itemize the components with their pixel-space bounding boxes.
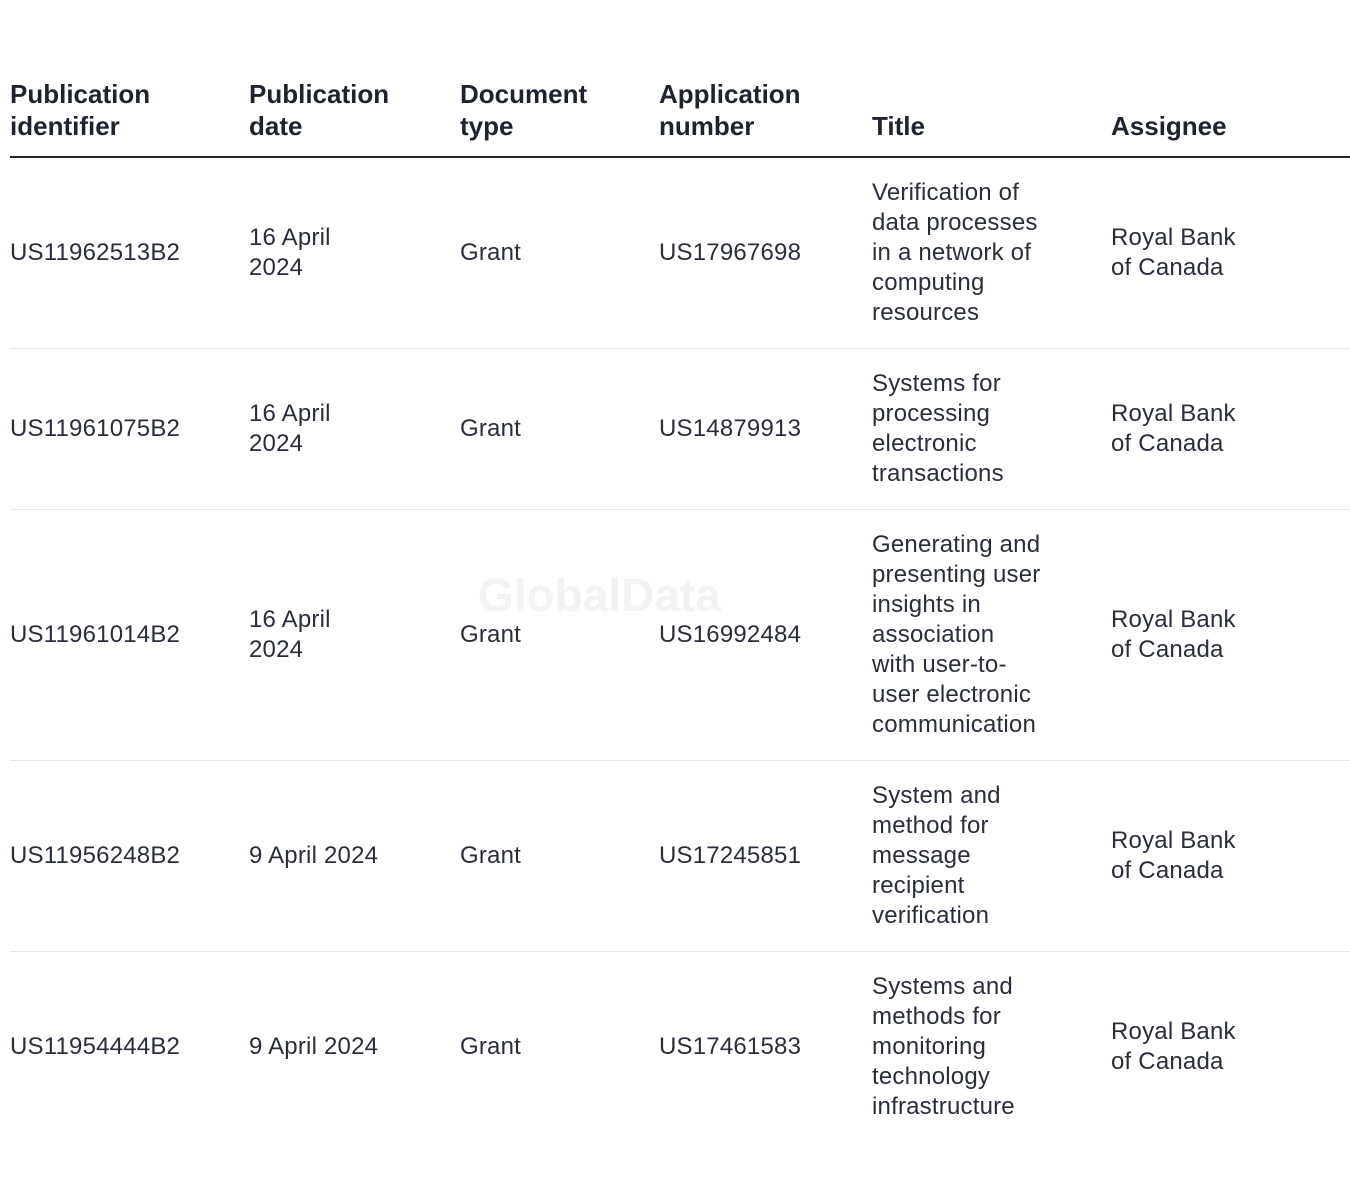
watermark-text: GlobalData <box>478 569 721 621</box>
cell-document-type: Grant <box>460 761 659 952</box>
table-row <box>10 157 1350 349</box>
cell-title: Generating and presenting user insights in association with user-to- user electronic communication <box>872 510 1111 761</box>
cell-assignee: Royal Bank of Canada <box>1111 157 1350 349</box>
cell-application-number: US17245851 <box>659 761 872 952</box>
cell-publication-identifier: US11954444B2 <box>10 1033 181 1060</box>
cell-title: Systems for processing electronic transactions <box>872 349 1111 510</box>
cell-publication-identifier: US11961075B2 <box>10 349 249 510</box>
cell-application-number: US17461583 <box>659 1033 802 1060</box>
cell-application-number: US14879913 <box>659 349 872 510</box>
cell-publication-date: 16 April 2024 <box>249 157 460 349</box>
cell-publication-identifier: US11961014B2 <box>10 510 249 761</box>
cell-publication-date: 16 April 2024 <box>249 349 460 510</box>
table-header <box>10 72 1350 157</box>
table-row <box>10 952 1350 1143</box>
cell-document-type: Grant <box>460 349 659 510</box>
cell-application-number: US17967698 <box>659 157 872 349</box>
cell-assignee: Royal Bank of Canada <box>1111 1018 1236 1075</box>
table-row <box>10 761 1350 952</box>
table-row <box>10 510 1350 761</box>
table-body <box>10 157 1350 1142</box>
cell-title: Systems and methods for monitoring technology infrastructure <box>872 973 1015 1120</box>
header-row <box>10 72 1350 157</box>
patent-table-viewport[interactable] <box>10 72 1236 1142</box>
header-assignee: Assignee <box>1111 72 1350 157</box>
cell-title: Verification of data processes in a network of computing resources <box>872 157 1111 349</box>
cell-publication-date: 16 April 2024 <box>249 510 460 761</box>
cell-document-type: Grant <box>460 1033 522 1060</box>
cell-publication-identifier: US11956248B2 <box>10 761 249 952</box>
header-application-number: Application number <box>659 72 872 157</box>
cell-application-number: US16992484 <box>659 510 872 761</box>
cell-document-type: Grant <box>460 510 659 761</box>
table-row <box>10 349 1350 510</box>
cell-publication-identifier: US11962513B2 <box>10 157 249 349</box>
cell-assignee: Royal Bank of Canada <box>1111 349 1350 510</box>
cell-publication-date: 9 April 2024 <box>249 1033 379 1060</box>
cell-assignee: Royal Bank of Canada <box>1111 510 1350 761</box>
header-title: Title <box>872 72 1111 157</box>
cell-publication-date: 9 April 2024 <box>249 761 460 952</box>
cell-document-type: Grant <box>460 157 659 349</box>
header-publication-date: Publication date <box>249 72 460 157</box>
cell-assignee: Royal Bank of Canada <box>1111 761 1350 952</box>
patent-table <box>10 72 1350 1142</box>
cell-title: System and method for message recipient verification <box>872 761 1111 952</box>
header-document-type: Document type <box>460 72 659 157</box>
header-publication-identifier: Publication identifier <box>10 72 249 157</box>
